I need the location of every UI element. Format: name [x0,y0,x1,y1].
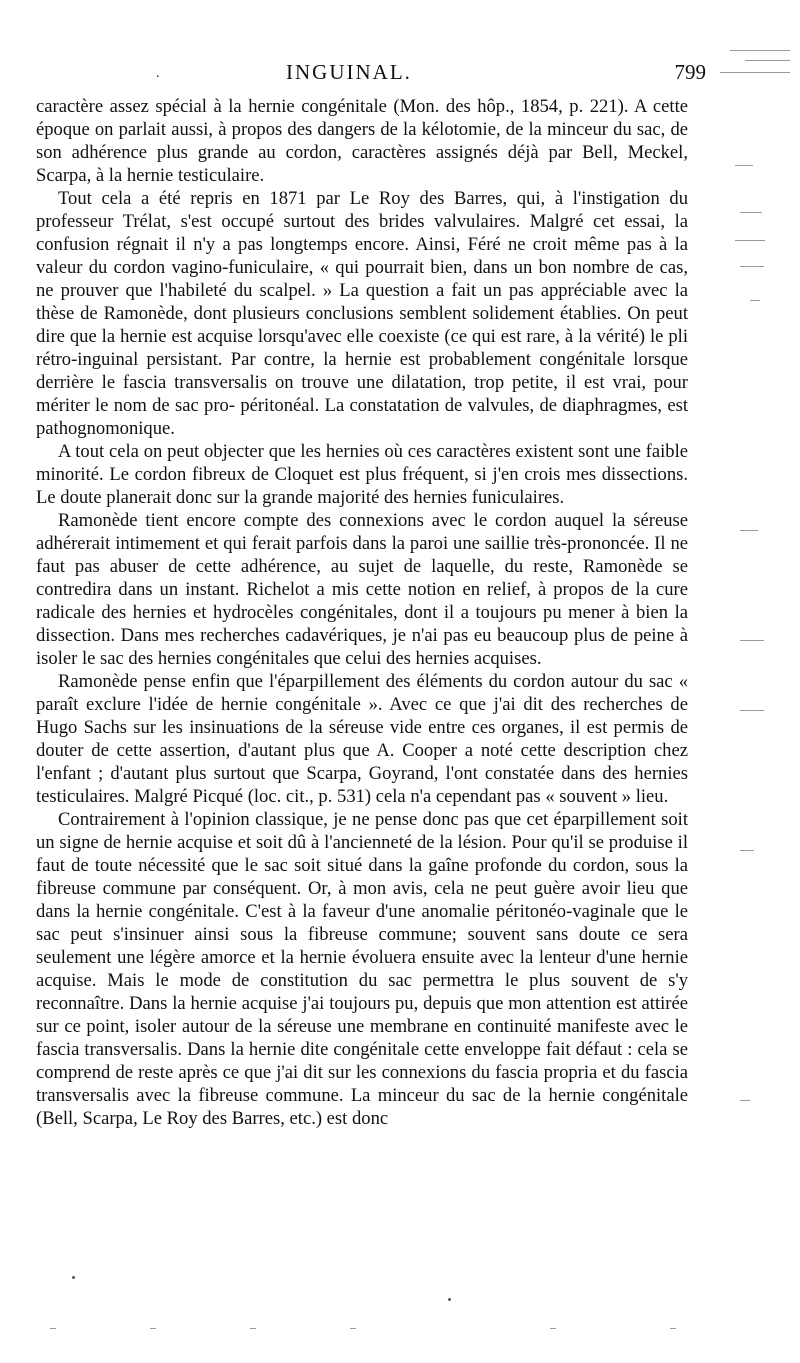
scan-mark [730,50,790,51]
scan-dot [448,1298,451,1301]
scan-mark [740,850,754,851]
page-number: 799 [674,60,706,84]
scan-mark [740,640,764,641]
running-head [36,60,706,90]
running-title: INGUINAL. [286,60,412,84]
scan-mark [735,165,753,166]
scan-mark [350,1328,356,1329]
margin-scan-marks [710,30,800,1330]
paragraph-6: Contrairement à l'opinion classique, je ne pense donc pas que cet éparpillement soit un signe de hernie acquise et soit dû à l'ancienneté de la lésion. Pour qu'il se produise il faut de toute nécessité que le sac soit situé dans la gaîne profonde du cordon, sous la fibreuse commune par conséquent. Or, à mon avis, cela ne peut guère avoir lieu que dans la hernie congénitale. C'est à la faveur d'une anomalie péritonéo-vaginale que le sac peut s'insinuer ainsi sous la fibreuse commune; souvent sans doute ce sera seulement une légère amorce et la hernie évoluera ensuite avec la lenteur d'une hernie acquise. Mais le mode de constitution du sac permettra le plus souvent de s'y reconnaître. Dans la hernie acquise j'ai toujours pu, depuis que mon attention est attirée sur ce point, isoler autour de la séreuse une membrane en continuité manifeste avec le fascia transversalis. Dans la hernie dite congénitale cette enveloppe fait défaut : cela se comprend de reste après ce que j'ai dit sur les connexions du fascia propria et du fascia transversalis avec la fibreuse commune. La minceur du sac de la hernie congénitale (Bell, Scarpa, Le Roy des Barres, etc.) est donc [36,809,688,1129]
scan-mark [550,1328,556,1329]
scan-mark [250,1328,256,1329]
scan-mark [150,1328,156,1329]
bottom-scan-marks [30,1320,730,1340]
scan-mark [50,1328,56,1329]
paragraph-3: A tout cela on peut objecter que les hernies où ces caractères existent sont une faible minorité. Le cordon fibreux de Cloquet est plus fréquent, si j'en crois mes dissections. Le doute planerait donc sur la grande majorité des hernies funiculaires. [36,441,688,508]
paragraph-4: Ramonède tient encore compte des connexions avec le cordon auquel la séreuse adhérerait intimement et qui ferait parfois dans la paroi une saillie très-prononcée. Il ne faut pas abuser de cette adhérence, au sujet de laquelle, du reste, Ramonède se contredira dans un instant. Richelot a mis cette notion en relief, à propos de la cure radicale des hernies et hydrocèles congénitales, dont il a toujours pu mener à bien la dissection. Dans mes recherches cadavériques, je n'ai pas eu beaucoup plus de peine à isoler le sac des hernies congénitales que celui des hernies acquises. [36,510,688,669]
header-dot: . [156,66,160,81]
paragraph-5: Ramonède pense enfin que l'éparpillement des éléments du cordon autour du sac « paraît exclure l'idée de hernie congénitale ». Avec ce que j'ai dit des recherches de Hugo Sachs sur les insinuations de la séreuse vide entre ces organes, il est permis de douter de cette assertion, d'autant plus que A. Cooper a noté cette description chez l'enfant ; d'autant plus surtout que Scarpa, Goyrand, l'ont constatée dans des hernies testiculaires. Malgré Picqué (loc. cit., p. 531) cela n'a cependant pas « souvent » lieu. [36,671,688,807]
scan-mark [735,240,765,241]
scan-mark [740,530,758,531]
scan-mark [740,710,764,711]
scan-mark [750,300,760,301]
paragraph-1: caractère assez spécial à la hernie congénitale (Mon. des hôp., 1854, p. 221). A cette époque on parlait aussi, à propos des dangers de la kélotomie, de la minceur du sac, de son adhérence plus grande au cordon, caractères assignés déjà par Bell, Meckel, Scarpa, à la hernie testiculaire. [36,96,688,186]
scan-mark [740,266,764,267]
scan-mark [720,72,790,73]
scan-mark [740,1100,750,1101]
paragraph-2: Tout cela a été repris en 1871 par Le Roy des Barres, qui, à l'instigation du professeur Trélat, s'est occupé surtout des brides valvulaires. Malgré cet essai, la confusion régnait il n'y a pas longtemps encore. Ainsi, Féré ne croit même pas à la valeur du cordon vagino-funiculaire, « qui pourrait bien, dans un bon nombre de cas, ne prouver que l'habileté du scalpel. » La question a fait un pas appréciable avec la thèse de Ramonède, dont plusieurs conclusions semblent solidement établies. On peut dire que la hernie est acquise lorsqu'avec elle coexiste (ce qui est rare, à la vérité) le pli rétro-inguinal persistant. Par contre, la hernie est probablement congénitale lorsque derrière le fascia transversalis on trouve une dilatation, trop petite, il est vrai, pour mériter le nom de sac pro- péritonéal. La constatation de valvules, de diaphragmes, est pathognomonique. [36,188,688,439]
scan-mark [740,212,762,213]
body-text [36,95,688,1130]
scan-mark [670,1328,676,1329]
scan-mark [745,60,790,61]
scan-dot [72,1276,75,1279]
